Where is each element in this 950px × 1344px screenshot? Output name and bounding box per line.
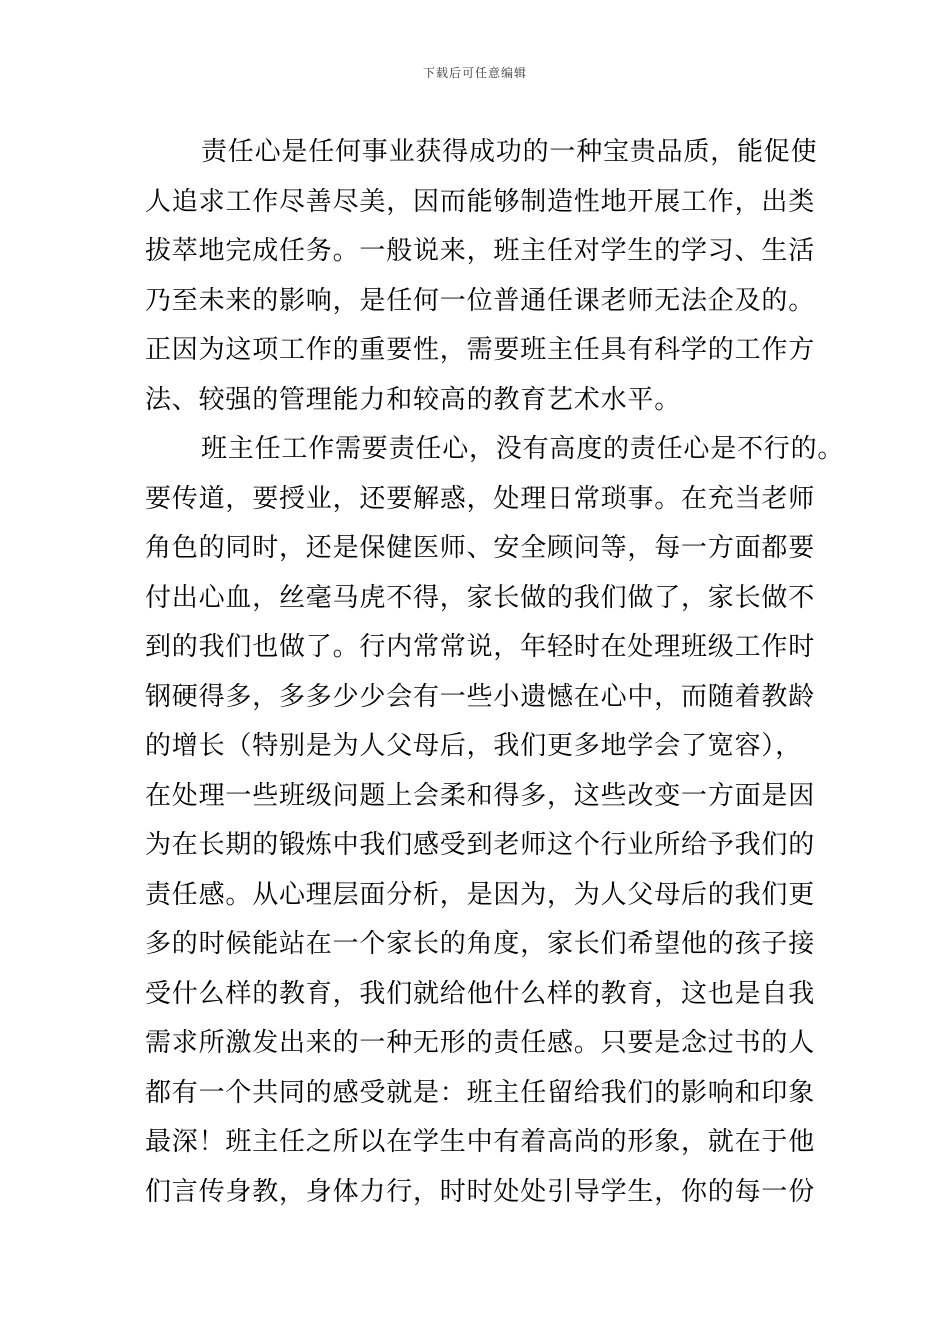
text-line: 受什么样的教育，我们就给他什么样的教育，这也是自我 bbox=[145, 978, 816, 1009]
document-body bbox=[145, 128, 845, 1217]
text-line: 需求所激发出来的一种无形的责任感。只要是念过书的人 bbox=[145, 1028, 816, 1058]
text-line: 最深！班主任之所以在学生中有着高尚的形象，就在于他 bbox=[145, 1127, 816, 1157]
page-header: 下载后可任意编辑 bbox=[422, 66, 527, 80]
text-line: 人追求工作尽善尽美，因而能够制造性地开展工作，出类 bbox=[145, 186, 816, 217]
text-line: 法、较强的管理能力和较高的教育艺术水平。 bbox=[145, 384, 682, 415]
text-line: 乃至未来的影响，是任何一位普通任课老师无法企及的。 bbox=[145, 285, 816, 316]
text-line: 为在长期的锻炼中我们感受到老师这个行业所给予我们的 bbox=[145, 830, 816, 860]
text-line: 们言传身教，身体力行，时时处处引导学生，你的每一份 bbox=[145, 1176, 816, 1207]
paragraph-1 bbox=[145, 128, 825, 425]
text-line: 班主任工作需要责任心，没有高度的责任心是不行的。 bbox=[201, 434, 845, 464]
text-line: 拔萃地完成任务。一般说来，班主任对学生的学习、生活 bbox=[145, 236, 816, 266]
text-line: 要传道，要授业，还要解惑，处理日常琐事。在充当老师 bbox=[145, 483, 816, 514]
text-line: 到的我们也做了。行内常常说，年轻时在处理班级工作时 bbox=[145, 632, 816, 662]
text-line: 责任感。从心理层面分析，是因为，为人父母后的我们更 bbox=[145, 879, 816, 910]
text-line: 的增长（特别是为人父母后，我们更多地学会了宽容）， bbox=[145, 731, 803, 761]
text-line: 钢硬得多，多多少少会有一些小遗憾在心中，而随着教龄 bbox=[145, 681, 816, 712]
paragraph-2 bbox=[145, 425, 845, 1217]
text-line: 责任心是任何事业获得成功的一种宝贵品质，能促使 bbox=[201, 137, 818, 167]
text-line: 角色的同时，还是保健医师、安全顾问等，每一方面都要 bbox=[145, 533, 816, 563]
text-line: 在处理一些班级问题上会柔和得多，这些改变一方面是因 bbox=[145, 780, 816, 811]
text-line: 都有一个共同的感受就是：班主任留给我们的影响和印象 bbox=[145, 1077, 816, 1108]
text-line: 正因为这项工作的重要性，需要班主任具有科学的工作方 bbox=[145, 335, 816, 365]
text-line: 付出心血，丝毫马虎不得，家长做的我们做了，家长做不 bbox=[145, 582, 816, 613]
text-line: 多的时候能站在一个家长的角度，家长们希望他的孩子接 bbox=[145, 929, 816, 959]
